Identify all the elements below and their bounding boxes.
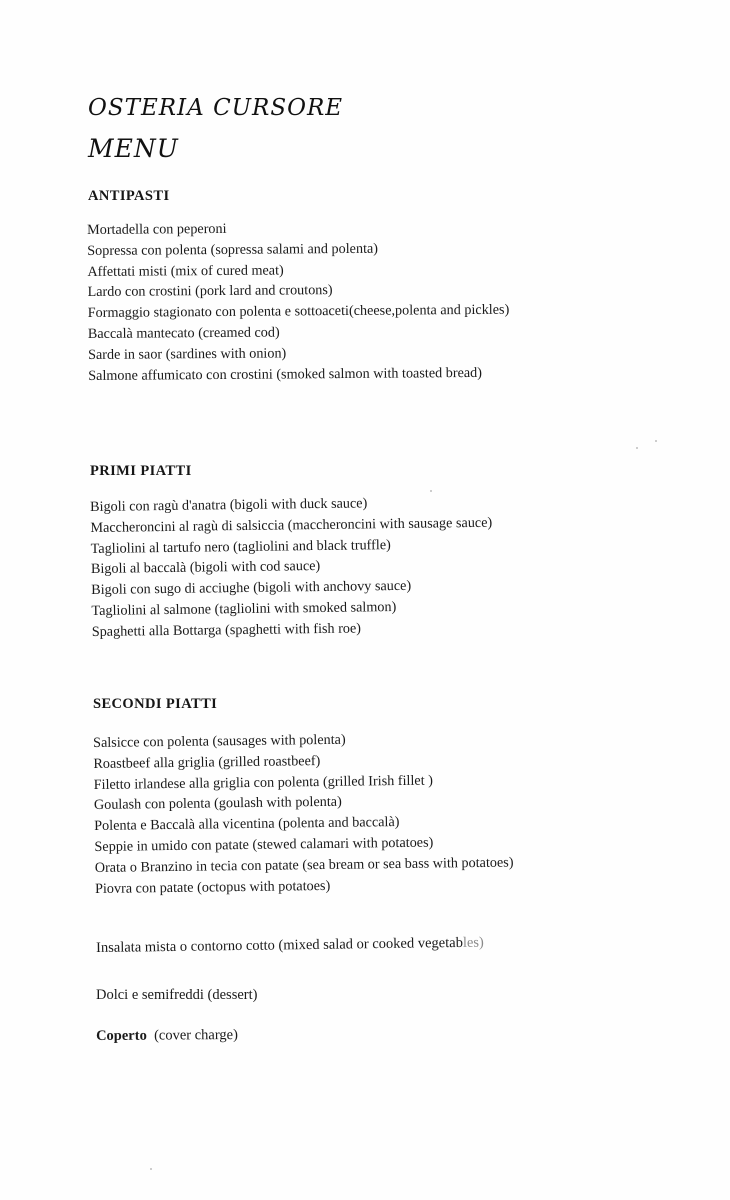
menu-item: Salsicce con polenta (sausages with polenta) — [93, 731, 346, 751]
menu-item: Salmone affumicato con crostini (smoked salmon with toasted bread) — [88, 364, 483, 384]
menu-item: Spaghetti alla Bottarga (spaghetti with fish roe) — [91, 620, 362, 640]
menu-item: Formaggio stagionato con polenta e sottoaceti(cheese,polenta and pickles) — [87, 301, 510, 322]
restaurant-name: OSTERIA CURSORE — [88, 95, 344, 121]
menu-item: Baccalà mantecato (creamed cod) — [87, 324, 280, 342]
menu-item: Lardo con crostini (pork lard and croutons) — [87, 282, 333, 301]
menu-item: Orata o Branzino in tecia con patate (sea bream or sea bass with potatoes) — [94, 854, 514, 876]
menu-item: Bigoli con ragù d'anatra (bigoli with duck sauce) — [90, 495, 368, 515]
scan-speck — [430, 490, 432, 492]
menu-item: Sopressa con polenta (sopressa salami and polenta) — [87, 240, 379, 259]
scan-speck — [636, 447, 638, 449]
menu-item: Maccheroncini al ragù di salsiccia (maccheroncini with sausage sauce) — [90, 514, 493, 536]
menu-item: Goulash con polenta (goulash with polenta) — [93, 794, 342, 814]
menu-item: Tagliolini al tartufo nero (tagliolini and black truffle) — [90, 536, 391, 557]
menu-item: Tagliolini al salmone (tagliolini with smoked salmon) — [91, 598, 397, 619]
insalata-line — [96, 935, 484, 957]
insalata-text: Insalata mista o contorno cotto (mixed salad or cooked vegetab — [96, 934, 464, 956]
coperto-label: Coperto — [96, 1027, 147, 1044]
dolci-line: Dolci e semifreddi (dessert) — [96, 987, 258, 1003]
scan-speck — [655, 440, 657, 442]
coperto-line — [96, 1027, 238, 1045]
menu-item: Roastbeef alla griglia (grilled roastbeef) — [93, 752, 321, 772]
section-heading-secondi: SECONDI PIATTI — [93, 696, 218, 712]
antipasti-list — [87, 217, 510, 387]
scan-speck — [150, 1168, 152, 1170]
menu-item: Seppie in umido con patate (stewed calamari with potatoes) — [94, 834, 434, 855]
menu-item: Bigoli al baccalà (bigoli with cod sauce) — [90, 558, 321, 578]
menu-item: Filetto irlandese alla griglia con polenta (grilled Irish fillet ) — [93, 772, 433, 793]
menu-item: Piovra con patate (octopus with potatoes) — [94, 877, 331, 897]
coperto-note: (cover charge) — [153, 1027, 238, 1044]
menu-item: Polenta e Baccalà alla vicentina (polenta and baccalà) — [94, 814, 400, 835]
menu-title: MENU — [88, 134, 179, 163]
insalata-text-faded: les) — [462, 934, 484, 951]
menu-item: Mortadella con peperoni — [87, 220, 227, 238]
section-heading-antipasti: ANTIPASTI — [88, 188, 170, 204]
primi-list — [90, 492, 494, 643]
menu-item: Affettati misti (mix of cured meat) — [87, 262, 284, 280]
secondi-list — [93, 728, 514, 900]
menu-item: Sarde in saor (sardines with onion) — [87, 345, 287, 363]
menu-item: Bigoli con sugo di acciughe (bigoli with anchovy sauce) — [91, 577, 412, 599]
section-heading-primi: PRIMI PIATTI — [90, 463, 192, 479]
